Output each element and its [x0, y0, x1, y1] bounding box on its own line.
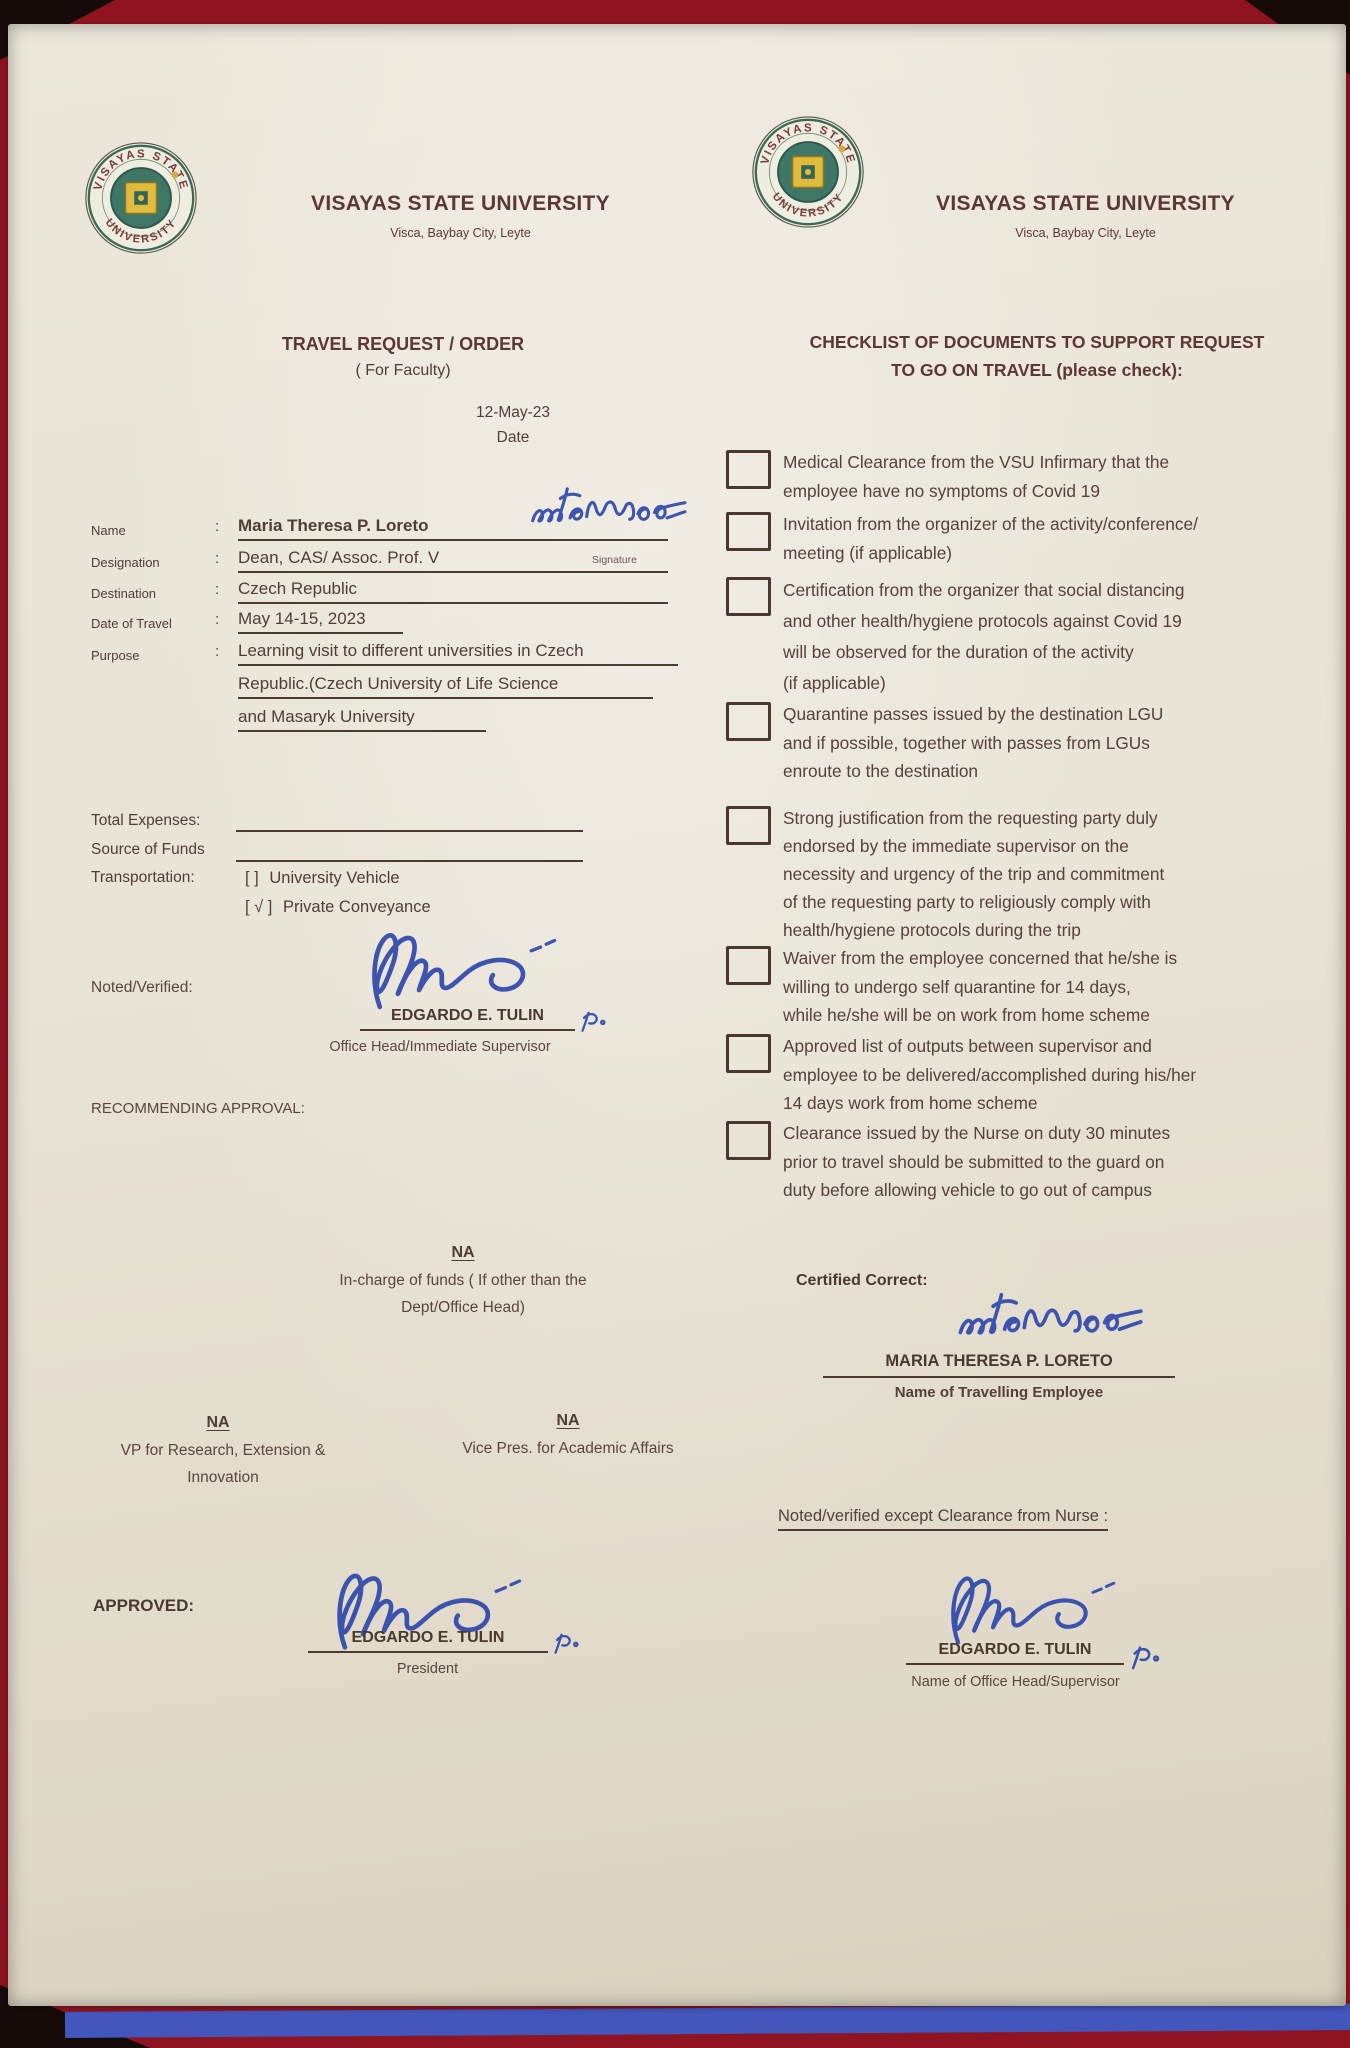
checklist-line: Waiver from the employee concerned that he/she is [783, 948, 1178, 968]
noted-verified-label: Noted/Verified: [91, 979, 193, 996]
vp-academic-na-value: NA [556, 1412, 580, 1429]
signature-initial-paraph [1128, 1642, 1162, 1672]
signature-initial-paraph [578, 1007, 608, 1035]
signature-mtploreto-name-row [523, 476, 703, 546]
checklist-line: Strong justification from the requesting party duly [783, 808, 1158, 828]
signature-caption: Signature [592, 554, 637, 566]
checklist-item [726, 804, 1248, 944]
vp-academic-title-line1: Vice Pres. for Academic Affairs [462, 1440, 674, 1457]
table-edge-blue-strip [65, 2004, 1350, 2038]
checkbox-icon [726, 1121, 771, 1160]
vp-research-title-line2: Innovation [187, 1469, 259, 1486]
checkbox-icon [726, 450, 771, 489]
checklist-line: of the requesting party to religiously comply with [783, 892, 1151, 912]
source-of-funds-blank-line [236, 842, 583, 862]
source-of-funds-label: Source of Funds [91, 841, 205, 858]
total-expenses-blank-line [236, 812, 583, 832]
field-row-destination [91, 579, 591, 610]
incharge-caption-line1: In-charge of funds ( If other than the [339, 1272, 587, 1289]
field-row-name [91, 516, 591, 547]
checkbox-brackets-checked: [ √ ] [245, 898, 273, 916]
checklist-item [726, 1119, 1248, 1205]
purpose-line-2: Republic.(Czech University of Life Science [238, 674, 653, 699]
certified-correct-label: Certified Correct: [796, 1272, 928, 1289]
checkbox-icon [726, 1034, 771, 1073]
checklist-line: health/hygiene protocols during the trip [783, 920, 1081, 940]
checklist-line: enroute to the destination [783, 761, 979, 781]
field-row-designation [91, 548, 591, 579]
university-address-right: Visca, Baybay City, Leyte [1015, 226, 1156, 240]
transport-option-university-vehicle [245, 869, 400, 888]
checklist-line: meeting (if applicable) [783, 542, 953, 563]
field-row-travel-date [91, 609, 591, 640]
noted-signatory-title: Office Head/Immediate Supervisor [329, 1039, 551, 1055]
checklist-line: prior to travel should be submitted to the guard on [783, 1151, 1165, 1172]
purpose-line-1: Learning visit to different universities in Czech [238, 641, 678, 666]
checkbox-icon [726, 577, 771, 616]
field-value-designation: Dean, CAS/ Assoc. Prof. V [238, 548, 668, 573]
checklist-line: Quarantine passes issued by the destination LGU [783, 704, 1164, 724]
checkbox-icon [726, 946, 771, 985]
field-label: Date of Travel [91, 616, 172, 631]
noted-except-clearance-label: Noted/verified except Clearance from Nurse : [778, 1507, 1108, 1531]
field-value-travel-date: May 14-15, 2023 [238, 609, 403, 634]
form-subtitle: ( For Faculty) [355, 362, 451, 379]
form-title: TRAVEL REQUEST / ORDER [281, 334, 525, 354]
form-date-label: Date [496, 429, 530, 446]
signature-initial-paraph [551, 1629, 581, 1657]
travelling-employee-title: Name of Travelling Employee [894, 1384, 1104, 1401]
approved-signatory-name: EDGARDO E. TULIN [308, 1629, 548, 1653]
checklist-item [726, 944, 1248, 1030]
checklist-item [726, 700, 1248, 786]
noted-signatory-name: EDGARDO E. TULIN [360, 1007, 575, 1031]
approved-label: APPROVED: [93, 1596, 195, 1615]
field-label: Designation [91, 555, 160, 570]
field-colon: : [215, 550, 220, 567]
checklist-line: while he/she will be on work from home scheme [783, 1005, 1150, 1025]
office-head-title: Name of Office Head/Supervisor [911, 1674, 1120, 1690]
checkbox-icon [726, 806, 771, 845]
field-label: Destination [91, 586, 157, 601]
approved-signatory-title: President [396, 1661, 459, 1677]
university-seal-left [83, 140, 199, 256]
transportation-label: Transportation: [91, 869, 195, 886]
university-seal-right [750, 114, 866, 230]
checklist-line: will be observed for the duration of the activity [783, 642, 1134, 662]
travelling-employee-name: MARIA THERESA P. LORETO [823, 1352, 1175, 1378]
checklist-line: necessity and urgency of the trip and commitment [783, 864, 1165, 884]
checklist-item [726, 510, 1248, 567]
signature-mtploreto-certified [928, 1280, 1183, 1362]
recommending-approval-label: RECOMMENDING APPROVAL: [91, 1100, 305, 1117]
university-name-right: VISAYAS STATE UNIVERSITY [936, 192, 1235, 215]
university-address-left: Visca, Baybay City, Leyte [390, 226, 531, 240]
checklist-line: and other health/hygiene protocols against Covid 19 [783, 611, 1182, 631]
field-label: Name [91, 523, 126, 538]
checklist-item [726, 448, 1248, 505]
paper-document [8, 24, 1346, 2006]
transport-option-label: Private Conveyance [283, 898, 431, 916]
checklist-line: and if possible, together with passes from LGUs [783, 732, 1150, 753]
checklist-item [726, 1032, 1248, 1118]
checklist-title-line1: CHECKLIST OF DOCUMENTS TO SUPPORT REQUEST [809, 332, 1265, 352]
transport-option-label: University Vehicle [269, 869, 400, 887]
checklist-item [726, 575, 1248, 699]
checklist-line: employee to be delivered/accomplished during his/her [783, 1064, 1197, 1085]
field-value-destination: Czech Republic [238, 579, 668, 604]
vp-research-title-line1: VP for Research, Extension & [120, 1442, 326, 1459]
checklist-title-line2: TO GO ON TRAVEL (please check): [891, 360, 1183, 380]
checkbox-icon [726, 702, 771, 741]
checklist-line: Approved list of outputs between supervisor and [783, 1036, 1152, 1056]
checklist-line: willing to undergo self quarantine for 14 days, [783, 976, 1131, 997]
checklist-line: endorsed by the immediate supervisor on the [783, 836, 1129, 856]
checklist-line: Medical Clearance from the VSU Infirmary that the [783, 452, 1170, 472]
purpose-line-3: and Masaryk University [238, 707, 486, 732]
office-head-name: EDGARDO E. TULIN [906, 1641, 1124, 1665]
field-value-name: Maria Theresa P. Loreto [238, 516, 668, 541]
checklist-line: 14 days work from home scheme [783, 1093, 1038, 1113]
field-row-purpose [91, 641, 611, 741]
field-colon: : [215, 581, 220, 598]
incharge-na-value: NA [451, 1244, 475, 1261]
checklist-line: Certification from the organizer that social distancing [783, 580, 1185, 600]
checkbox-icon [726, 512, 771, 551]
university-name-left: VISAYAS STATE UNIVERSITY [311, 192, 610, 215]
checkbox-brackets-empty: [ ] [245, 869, 259, 887]
incharge-caption-line2: Dept/Office Head) [401, 1299, 525, 1316]
checklist-line: (if applicable) [783, 673, 886, 693]
field-label: Purpose [91, 648, 140, 663]
vp-research-na-value: NA [206, 1414, 230, 1431]
form-date-value: 12-May-23 [475, 404, 551, 421]
checklist-line: employee have no symptoms of Covid 19 [783, 480, 1100, 501]
checklist-line: Clearance issued by the Nurse on duty 30 minutes [783, 1123, 1171, 1143]
checklist-line: Invitation from the organizer of the activity/conference/ [783, 514, 1198, 534]
field-colon: : [215, 643, 220, 660]
checklist-line: duty before allowing vehicle to go out of campus [783, 1180, 1152, 1200]
total-expenses-label: Total Expenses: [91, 812, 201, 829]
field-colon: : [215, 518, 220, 535]
field-colon: : [215, 611, 220, 628]
